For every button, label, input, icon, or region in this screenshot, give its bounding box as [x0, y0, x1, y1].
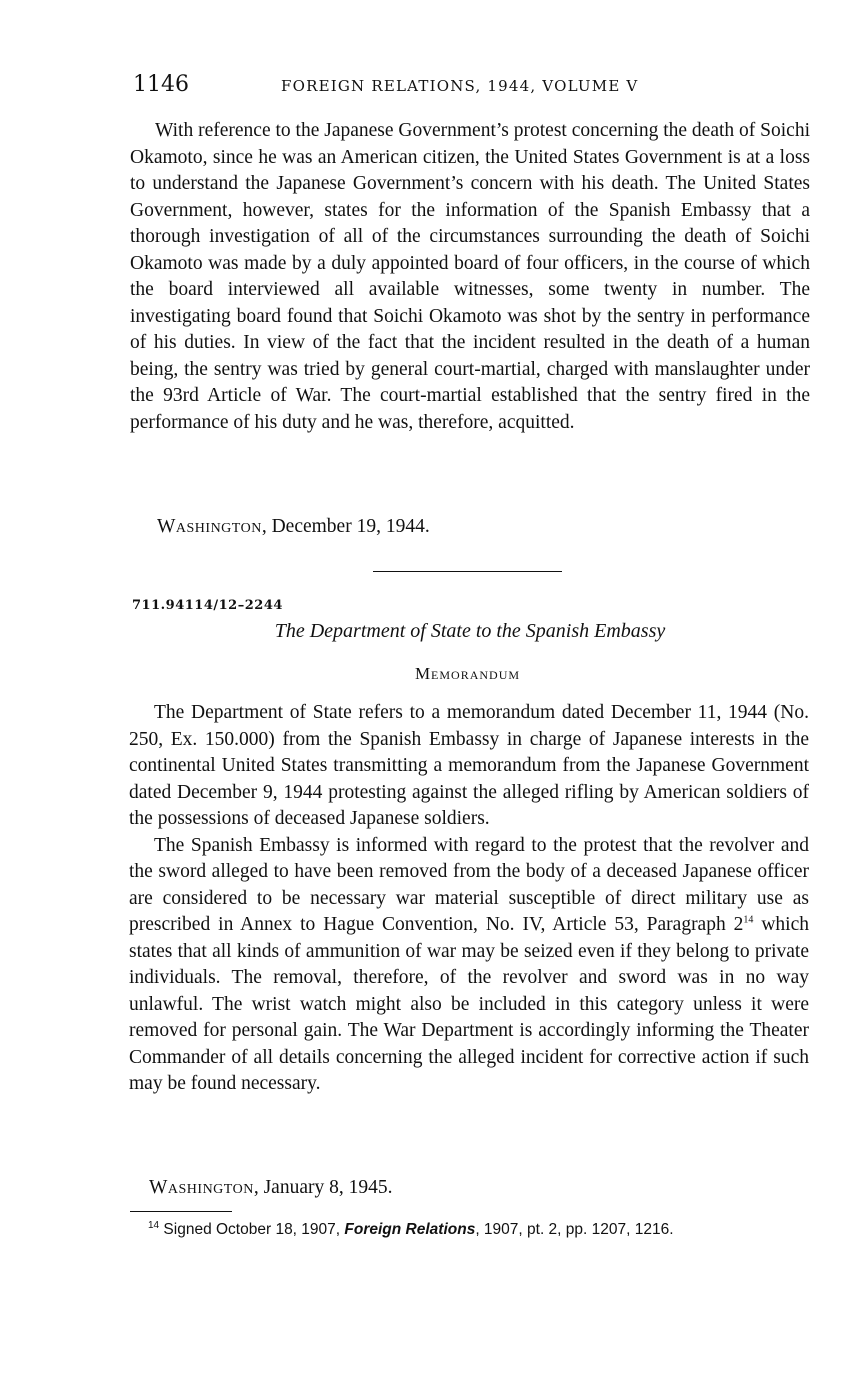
section-divider: [373, 571, 562, 572]
section2-paragraph-2: [129, 833, 809, 1098]
footnote-text-after: , 1907, pt. 2, pp. 1207, 1216.: [475, 1221, 674, 1238]
footnote-marker: 14: [148, 1219, 160, 1231]
memorandum-heading: Memorandum: [414, 664, 521, 683]
footnote-ref-marker: 14: [743, 914, 754, 926]
section1-sign-date: , December 19, 1944.: [261, 516, 430, 537]
section1-body: [130, 118, 810, 436]
section2-body: [129, 700, 809, 1098]
footnote: [148, 1221, 674, 1239]
footnote-title: Foreign Relations: [344, 1221, 476, 1238]
paragraph2-part2: which states that all kinds of ammunition of war may be seized even if they belong to private individuals. The removal, therefore, of the revolver and sword was in no way unlawful. The wrist watch might also be included in this category unless it were removed for personal gain. The War Department is accordingly informing the Theater Commander of all details concerning the alleged incident for corrective action if such may be found necessary.: [129, 914, 809, 1094]
footnote-text-before: Signed October 18, 1907,: [159, 1221, 345, 1238]
section1-paragraph: With reference to the Japanese Government’s protest concerning the death of Soichi Okamoto, since he was an American citizen, the United States Government is at a loss to understand the Japanese Government’s concern with his death. The United States Government, however, states for the information of the Spanish Embassy that a thorough investigation of all of the circumstances surrounding the death of Soichi Okamoto was made by a duly appointed board of four officers, in the course of which the board interviewed all available witnesses, some twenty in number. The investigating board found that Soichi Okamoto was shot by the sentry in performance of his duties. In view of the fact that the incident resulted in the death of a human being, the sentry was tried by general court-martial, charged with manslaughter under the 93rd Article of War. The court-martial established that the sentry fired in the performance of his duty and he was, therefore, acquitted.: [130, 120, 810, 433]
section2-paragraph-1: The Department of State refers to a memorandum dated December 11, 1944 (No. 250, Ex. 150.000) from the Spanish Embassy in charge of Japanese interests in the continental United States transmitting a memorandum from the Japanese Government dated December 9, 1944 protesting against the alleged rifling by American soldiers of the possessions of deceased Japanese soldiers.: [129, 702, 809, 829]
paragraph2-part1: The Spanish Embassy is informed with regard to the protest that the revolver and the sword alleged to have been removed from the body of a deceased Japanese officer are considered to be necessary war material susceptible of direct military use as prescribed in Annex to Hague Convention, No. IV, Article 53, Paragraph 2: [129, 834, 809, 935]
page-number: 1146: [133, 72, 189, 97]
section2-sign-place: Washington: [149, 1177, 254, 1198]
file-reference: 711.94114/12–2244: [132, 598, 283, 613]
document-title: The Department of State to the Spanish Embassy: [274, 620, 666, 642]
section2-sign-date: , January 8, 1945.: [253, 1177, 393, 1198]
section2-signoff: [149, 1177, 392, 1199]
section1-sign-place: Washington: [157, 516, 262, 537]
running-title: FOREIGN RELATIONS, 1944, VOLUME V: [281, 77, 639, 95]
page-header: [133, 72, 813, 102]
footnote-divider: [130, 1211, 232, 1212]
section1-signoff: [157, 516, 430, 538]
